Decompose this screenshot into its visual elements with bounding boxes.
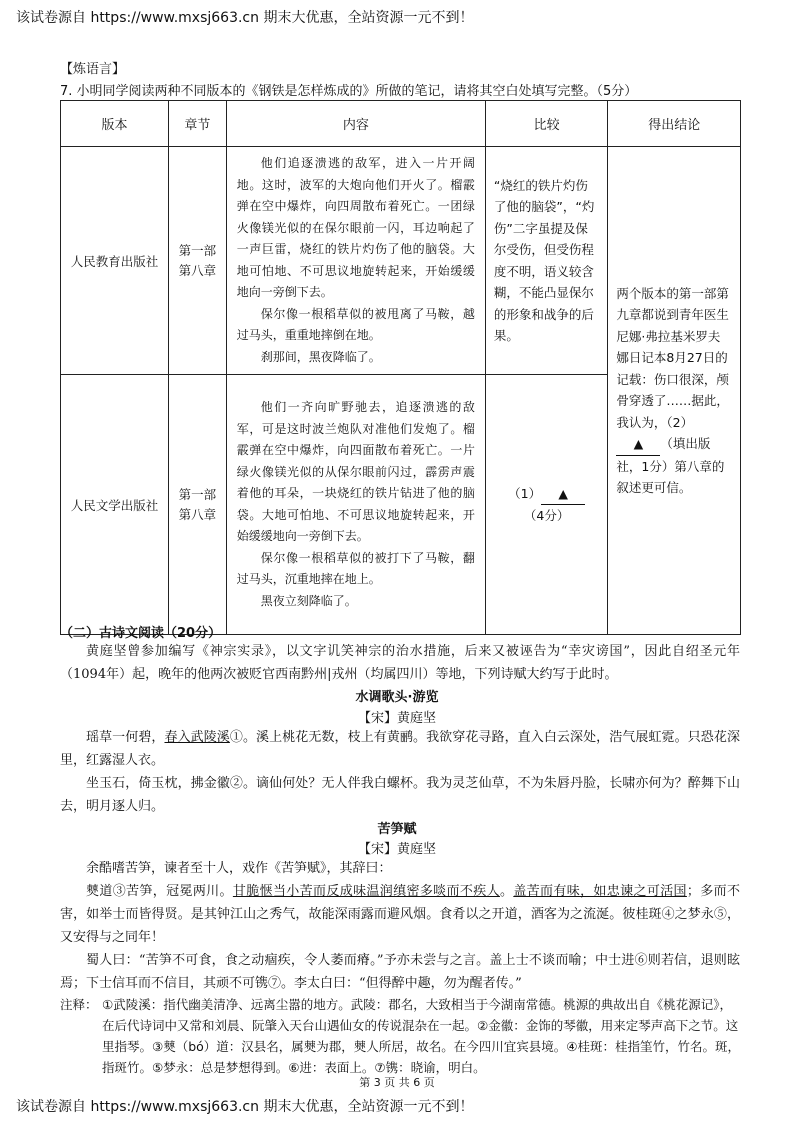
compare-cell: “烧红的铁片灼伤了他的脑袋”，“灼伤”二字虽提及保尔受伤，但受伤程度不明，语义较含糊，不能凸显保尔的形象和战争的后果。 [485, 147, 608, 375]
notes-table [60, 100, 741, 635]
poem2-underlined-1: 甘脆惬当小苦而反成味温润缜密多啖而不疾人 [232, 884, 500, 899]
header-conclusion: 得出结论 [608, 101, 741, 147]
content-paragraph: 刹那间，黑夜降临了。 [260, 349, 381, 364]
chapter-cell [168, 375, 226, 635]
notes-label: 注释： [60, 997, 98, 1012]
poem2-text-post: ；多而不害，如举士而皆得贤。是其钟江山之秀气，故能深雨露而避风烟。食肴以之开道，酒客为之流涎。彼桂斑④之梦永⑤，又安得与之同年！ [60, 884, 740, 945]
compare-cell [485, 375, 608, 635]
question-7-stem: 7. 小明同学阅读两种不同版本的《钢铁是怎样炼成的》所做的笔记，请将其空白处填写完整。（5分） [60, 84, 638, 99]
chapter-part: 第一部 [178, 486, 217, 502]
edition-cell: 人民文学出版社 [61, 375, 169, 635]
section-2-title: （二）古诗文阅读（20分） [60, 626, 222, 641]
poem2-text: 僰道③苦笋，冠冕两川。 [86, 884, 233, 899]
chapter-part: 第一部 [178, 242, 217, 258]
header-compare: 比较 [485, 101, 608, 147]
poem1-author: 【宋】黄庭坚 [357, 711, 436, 726]
conclusion-cell [608, 147, 741, 635]
annotations [60, 994, 740, 1078]
answer-blank-2[interactable]: ▲ [616, 433, 660, 456]
watermark-header: 该试卷源自 https://www.mxsj663.cn 期末大优惠，全站资源一元不到！ [16, 10, 474, 26]
poem1-text: 瑶草一何碧， [86, 730, 165, 745]
poem2-closing: 蜀人曰：“苦笋不可食，食之动痼疾，令人萎而瘠。”予亦未尝与之言。盖上士不谈而喻；中士进⑥则若信，退则眩焉；下士信耳而不信目，其顽不可镌⑦。李太白曰：“但得醉中趣，勿为醒者传。” [60, 953, 740, 991]
chapter-cell [168, 147, 226, 375]
content-paragraph: 黑夜立刻降临了。 [260, 593, 357, 608]
header-content: 内容 [226, 101, 485, 147]
content-paragraph: 他们追逐溃逃的敌军，进入一片开阔地。这时，波军的大炮向他们开火了。榴霰弹在空中爆炸，向四周散布着死亡。一团绿火像镁光似的在保尔眼前一闪，耳边响起了一声巨雷，烧红的铁片灼伤了他的脑袋。大地可怕地、不可思议地旋转起来，开始缓缓地向一旁倒下去。 [236, 156, 475, 299]
header-chapter: 章节 [168, 101, 226, 147]
table-header-row [61, 101, 741, 147]
header-edition: 版本 [61, 101, 169, 147]
chapter-number: 第八章 [178, 506, 217, 522]
poem2-author: 【宋】黄庭坚 [357, 842, 436, 857]
notes-text: ①武陵溪：指代幽美清净、远离尘嚣的地方。武陵：郡名，大致相当于今湖南常德。桃源的典故出自《桃花源记》，在后代诗词中又常和刘晨、阮肇入天台山遇仙女的传说混杂在一起。②金徽：金饰的琴徽，用来定琴声高下之节。这里指琴。③僰（bó）道：汉县名，属僰为郡，僰人所居，故名。在今四川宜宾县境。④桂斑：桂指筀竹，竹名。斑，指斑竹。⑤梦永：总是梦想得到。⑥进：表面上。⑦镌：晓谕，明白。 [102, 997, 740, 1075]
content-cell [226, 147, 485, 375]
poem1-title: 水调歌头·游览 [355, 690, 439, 705]
poem2-body [60, 880, 740, 949]
poem1-text-post: ①。溪上桃花无数，枝上有黄鹂。我欲穿花寻路，直入白云深处，浩气展虹霓。只恐花深里，红露湿人衣。 [60, 730, 740, 768]
chapter-number: 第八章 [178, 262, 217, 278]
page-number: 第 3 页 共 6 页 [359, 1076, 435, 1089]
poem1-stanza-1 [60, 726, 740, 772]
content-paragraph: 保尔像一根稻草似的被打下了马鞍，翻过马头，沉重地摔在地上。 [236, 550, 475, 586]
poem2-underlined-2: 盖苦而有味，如忠谏之可活国 [513, 884, 687, 899]
content-paragraph: 保尔像一根稻草似的被甩离了马鞍，越过马头，重重地摔倒在地。 [236, 306, 475, 342]
watermark-footer: 该试卷源自 https://www.mxsj663.cn 期末大优惠，全站资源一元不到！ [16, 1099, 474, 1115]
content-paragraph: 他们一齐向旷野驰去，追逐溃逃的敌军，可是这时波兰炮队对准他们发炮了。榴霰弹在空中爆炸，向四面散布着死亡。一片绿火像镁光似的从保尔眼前闪过，霹雳声震着他的耳朵，一块烧红的铁片钻进了他的脑袋。大地可怕地、不可思议地旋转起来，开始缓缓地向一旁倒下去。 [236, 400, 475, 543]
blank-score: （4分） [523, 508, 570, 523]
conclusion-text: 两个版本的第一部第九章都说到青年医生尼娜·弗拉基米罗夫娜日记本8月27日的记载：伤口很深，颅骨穿透了……据此，我认为，（2） [616, 285, 729, 430]
poem1-underlined: 春入武陵溪 [164, 730, 230, 745]
poem1-stanza-2: 坐玉石，倚玉枕，拂金徽②。谪仙何处？无人伴我白螺杯。我为灵芝仙草，不为朱唇丹脸，长啸亦何为？醉舞下山去，明月逐人归。 [60, 776, 740, 814]
poem2-preface: 余酷嗜苦笋，谏者至十人，戏作《苦笋赋》，其辞曰： [86, 861, 392, 876]
content-cell [226, 375, 485, 635]
section-practice-title: 【炼语言】 [60, 62, 126, 77]
poem2-text-mid: 。 [499, 884, 514, 899]
conclusion-text-after: （填出版社，1分）第八章的叙述更可信。 [616, 436, 725, 495]
table-row [61, 147, 741, 375]
intro-paragraph: 黄庭坚曾参加编写《神宗实录》，以文字讥笑神宗的治水措施，后来又被诬告为“幸灾谤国”，因此自绍圣元年（1094年）起，晚年的他两次被贬官西南黔州|戎州（均属四川）等地，下列诗赋大约写于此时。 [60, 644, 740, 682]
poem2-title: 苦笋赋 [377, 822, 417, 837]
edition-cell: 人民教育出版社 [61, 147, 169, 375]
blank-label: （1） [508, 485, 542, 501]
answer-blank-1[interactable]: ▲ [541, 483, 585, 506]
